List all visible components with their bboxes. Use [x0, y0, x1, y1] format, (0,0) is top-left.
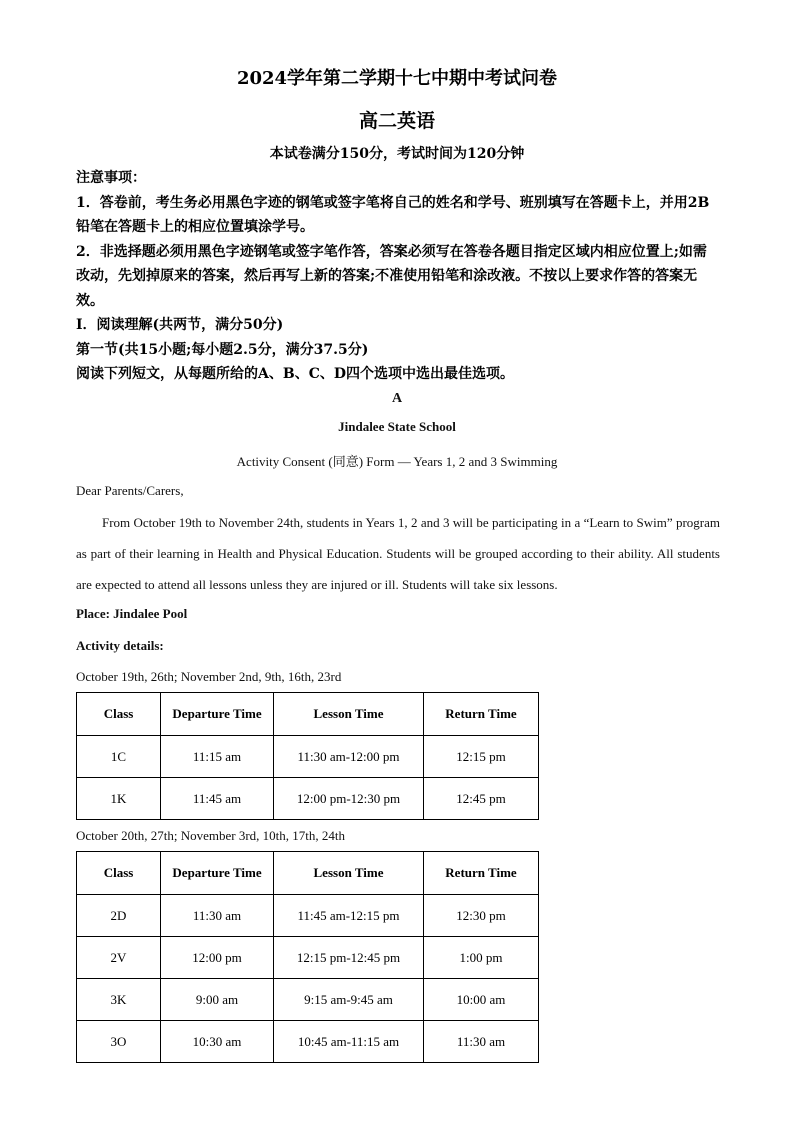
table-row	[77, 778, 539, 820]
school-name: Jindalee State School	[338, 419, 456, 434]
cell-class: 2D	[77, 895, 161, 937]
passage-body-text: From October 19th to November 24th, students in Years 1, 2 and 3 will be participating in a “Learn to Swim” program as part of their learning in Health and Physical Education. Students will be grouped according to their ability. All students are expected to attend all lessons unless they are injured or ill. Students will take six lessons.	[76, 515, 720, 593]
cell-return: 11:30 am	[424, 1021, 539, 1063]
cell-return: 1:00 pm	[424, 937, 539, 979]
header-return: Return Time	[424, 852, 539, 895]
header-departure: Departure Time	[161, 852, 274, 895]
section-part: Ⅰ．阅读理解(共两节，满分50分)	[76, 317, 284, 333]
cell-departure: 11:15 am	[161, 736, 274, 778]
note-item-1: 1．答卷前，考生务必用黑色字迹的钢笔或签字笔将自己的姓名和学号、班别填写在答题卡上，并用2B铅笔在答题卡上的相应位置填涂学号。	[76, 194, 710, 235]
table-row	[77, 1021, 539, 1063]
table-header-row	[77, 693, 539, 736]
cell-class: 2V	[77, 937, 161, 979]
table-row	[77, 736, 539, 778]
cell-departure: 9:00 am	[161, 979, 274, 1021]
cell-lesson: 11:30 am-12:00 pm	[274, 736, 424, 778]
cell-lesson: 12:00 pm-12:30 pm	[274, 778, 424, 820]
exam-title: 2024学年第二学期十七中期中考试问卷	[236, 68, 558, 89]
greeting: Dear Parents/Carers,	[76, 483, 184, 498]
cell-departure: 11:45 am	[161, 778, 274, 820]
passage-label: A	[391, 391, 403, 406]
table-row	[77, 979, 539, 1021]
header-lesson: Lesson Time	[274, 693, 424, 736]
cell-class: 3K	[77, 979, 161, 1021]
cell-return: 10:00 am	[424, 979, 539, 1021]
subject-title: 高二英语	[358, 110, 435, 132]
cell-return: 12:45 pm	[424, 778, 539, 820]
header-class: Class	[77, 693, 161, 736]
passage-body	[76, 507, 720, 601]
form-title: Activity Consent (同意) Form — Years 1, 2 and 3 Swimming	[236, 454, 558, 469]
cell-departure: 11:30 am	[161, 895, 274, 937]
table-row	[77, 937, 539, 979]
table-row	[77, 895, 539, 937]
cell-departure: 10:30 am	[161, 1021, 274, 1063]
cell-lesson: 9:15 am-9:45 am	[274, 979, 424, 1021]
schedule1-dates: October 19th, 26th; November 2nd, 9th, 16th, 23rd	[76, 669, 342, 684]
cell-lesson: 10:45 am-11:15 am	[274, 1021, 424, 1063]
place-label: Place: Jindalee Pool	[76, 606, 188, 621]
cell-class: 3O	[77, 1021, 161, 1063]
cell-class: 1K	[77, 778, 161, 820]
cell-departure: 12:00 pm	[161, 937, 274, 979]
details-heading: Activity details:	[76, 638, 164, 653]
section-subpart: 第一节(共15小题;每小题2.5分，满分37.5分)	[76, 341, 369, 358]
header-class: Class	[77, 852, 161, 895]
header-return: Return Time	[424, 693, 539, 736]
exam-info: 本试卷满分150分，考试时间为120分钟	[269, 146, 525, 162]
table-header-row	[77, 852, 539, 895]
schedule-table-1	[76, 692, 539, 820]
cell-return: 12:30 pm	[424, 895, 539, 937]
cell-class: 1C	[77, 736, 161, 778]
note-item-2: 2．非选择题必须用黑色字迹钢笔或签字笔作答，答案必须写在答卷各题目指定区域内相应位置上;如需改动，先划掉原来的答案，然后再写上新的答案;不准使用铅笔和涂改液。不按以上要求作答的答案无效。	[76, 243, 707, 309]
instructions-block	[76, 166, 716, 387]
schedule2-dates: October 20th, 27th; November 3rd, 10th, 17th, 24th	[76, 828, 345, 843]
header-departure: Departure Time	[161, 693, 274, 736]
section-instruction: 阅读下列短文，从每题所给的A、B、C、D四个选项中选出最佳选项。	[76, 366, 514, 382]
cell-lesson: 11:45 am-12:15 pm	[274, 895, 424, 937]
schedule-table-2	[76, 851, 539, 1063]
header-lesson: Lesson Time	[274, 852, 424, 895]
cell-return: 12:15 pm	[424, 736, 539, 778]
cell-lesson: 12:15 pm-12:45 pm	[274, 937, 424, 979]
notes-heading: 注意事项：	[76, 170, 146, 186]
